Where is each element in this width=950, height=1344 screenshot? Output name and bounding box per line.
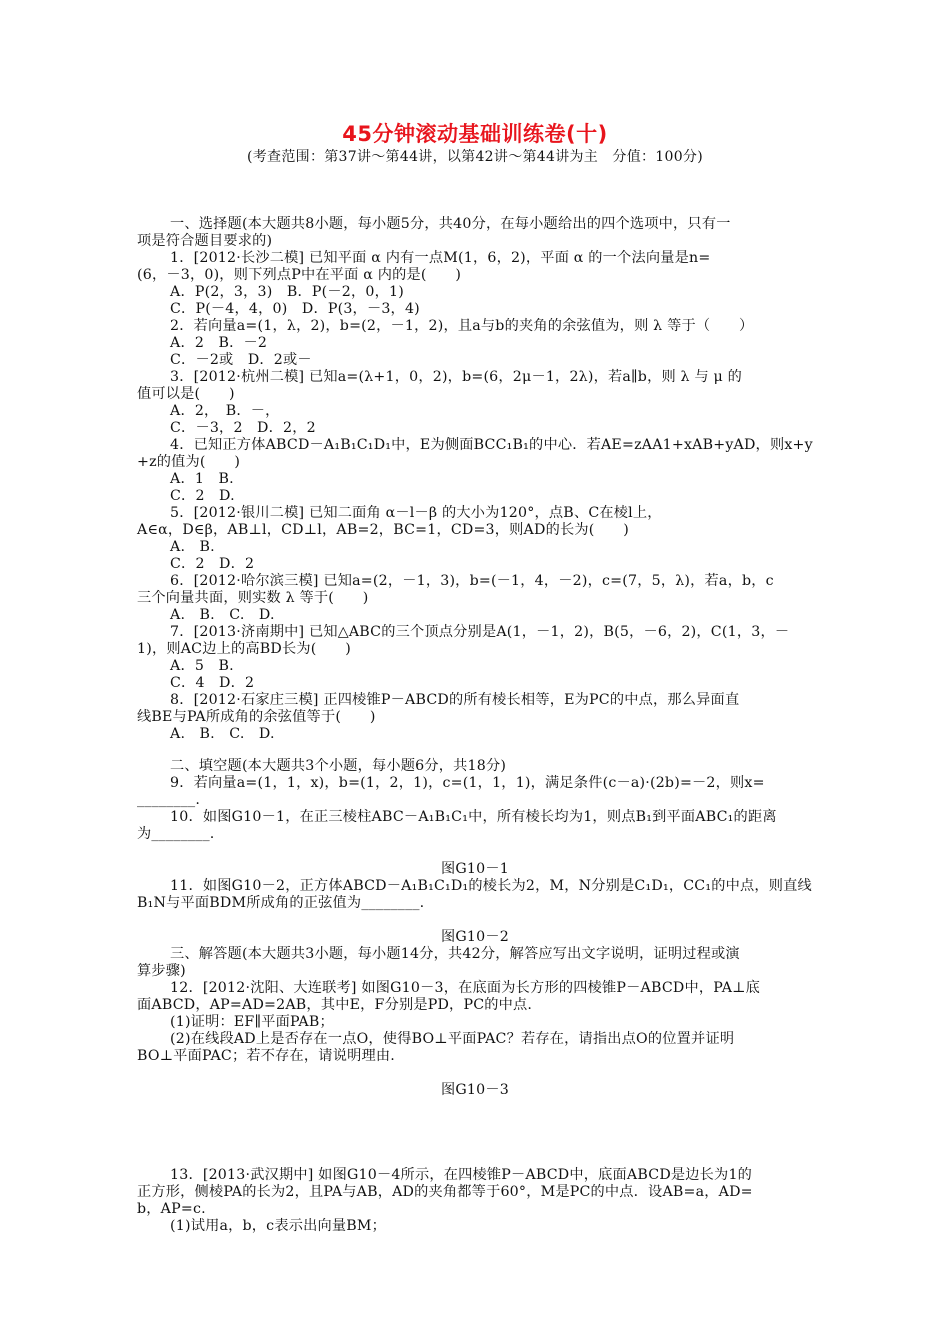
figure-caption: 图G10－2 <box>441 929 509 945</box>
page-subtitle: (考查范围：第37讲～第44讲，以第42讲～第44讲为主 分值：100分) <box>246 149 703 165</box>
question-text: 7．[2013·济南期中] 已知△ABC的三个顶点分别是A(1，－1，2)，B(5，－6，2)，C(1，3，－ <box>170 624 790 640</box>
text-line: 1)，则AC边上的高BD长为( ) <box>137 641 352 657</box>
question-text: 12．[2012·沈阳、大连联考] 如图G10－3，在底面为长方形的四棱锥P－ABCD中，PA⊥底 <box>170 980 761 996</box>
question-text: 9．若向量a=(1，1，x)，b=(1，2，1)，c=(1，1，1)，满足条件(c－a)·(2b)=－2，则x= <box>170 775 765 791</box>
question-text: 8．[2012·石家庄三模] 正四棱锥P－ABCD的所有棱长相等，E为PC的中点，那么异面直 <box>170 692 740 708</box>
question-text: 3．[2012·杭州二模] 已知a=(λ+1，0，2)，b=(6，2μ－1，2λ)，若a∥b，则 λ 与 μ 的 <box>170 369 743 385</box>
option-line: C．2 D. <box>170 488 235 504</box>
option-line: C．P(－4，4，0) D．P(3，－3，4) <box>170 301 420 317</box>
option-line: A. B. <box>170 539 215 555</box>
text-line: BO⊥平面PAC；若不存在，请说明理由. <box>137 1048 395 1064</box>
text-line: 项是符合题目要求的) <box>137 233 273 249</box>
option-line: C．－3，2 D．2，2 <box>170 420 316 436</box>
question-text: 1．[2012·长沙二模] 已知平面 α 内有一点M(1，6，2)，平面 α 的一个法向量是n= <box>170 250 711 266</box>
text-line: (6，－3，0)，则下列点P中在平面 α 内的是( ) <box>137 267 462 283</box>
question-text: 11．如图G10－2，正方体ABCD－A₁B₁C₁D₁的棱长为2，M，N分别是C₁D₁，CC₁的中点，则直线 <box>170 878 812 894</box>
question-text: 13．[2013·武汉期中] 如图G10－4所示，在四棱锥P－ABCD中，底面ABCD是边长为1的 <box>170 1167 753 1183</box>
question-text: 2．若向量a=(1，λ，2)，b=(2，－1，2)，且a与b的夹角的余弦值为，则 λ 等于（ ） <box>170 318 754 334</box>
sub-question: (1)试用a，b，c表示出向量BM； <box>170 1218 387 1234</box>
text-line: 为________. <box>137 826 215 842</box>
text-line: 正方形，侧棱PA的长为2，且PA与AB，AD的夹角都等于60°，M是PC的中点．设AB=a，AD= <box>137 1184 753 1200</box>
question-text: 5．[2012·银川二模] 已知二面角 α－l－β 的大小为120°，点B、C在棱l上， <box>170 505 662 521</box>
section-heading: 三、解答题(本大题共3小题，每小题14分，共42分，解答应写出文字说明，证明过程或演 <box>170 946 740 962</box>
text-line: A∈α，D∈β，AB⊥l，CD⊥l，AB=2，BC=1，CD=3，则AD的长为( ) <box>137 522 629 538</box>
question-text: 6．[2012·哈尔滨三模] 已知a=(2，－1，3)，b=(－1，4，－2)，c=(7，5，λ)，若a，b，c <box>170 573 774 589</box>
option-line: C．2 D．2 <box>170 556 255 572</box>
section-heading: 二、填空题(本大题共3个小题，每小题6分，共18分) <box>170 758 507 774</box>
section-heading: 一、选择题(本大题共8小题，每小题5分，共40分，在每小题给出的四个选项中，只有一 <box>170 216 731 232</box>
text-line: 三个向量共面，则实数 λ 等于( ) <box>137 590 369 606</box>
question-text: 10．如图G10－1，在正三棱柱ABC－A₁B₁C₁中，所有棱长均为1，则点B₁到平面ABC₁的距离 <box>170 809 777 825</box>
option-line: A．1 B. <box>170 471 234 487</box>
option-line: A．2 B．－2 <box>170 335 268 351</box>
sub-question: (1)证明：EF∥平面PAB； <box>170 1014 334 1030</box>
text-line: 值可以是( ) <box>137 386 235 402</box>
text-line: b，AP=c. <box>137 1201 206 1217</box>
page-title: 45分钟滚动基础训练卷(十) <box>342 122 608 146</box>
text-line: 线BE与PA所成角的余弦值等于( ) <box>137 709 376 725</box>
figure-caption: 图G10－3 <box>441 1082 509 1098</box>
text-line: 面ABCD，AP=AD=2AB，其中E，F分别是PD，PC的中点. <box>137 997 533 1013</box>
text-line: +z的值为( ) <box>137 454 241 470</box>
answer-blank: ________. <box>137 792 201 808</box>
option-line: C．－2或 D．2或－ <box>170 352 312 368</box>
option-line: A. B. C. D. <box>170 607 275 623</box>
text-line: B₁N与平面BDM所成角的正弦值为________. <box>137 895 425 911</box>
option-line: A．5 B. <box>170 658 234 674</box>
option-line: A. B. C. D. <box>170 726 275 742</box>
option-line: A．2， B．－， <box>170 403 280 419</box>
option-line: C．4 D．2 <box>170 675 255 691</box>
option-line: A．P(2，3，3) B．P(－2，0，1) <box>170 284 404 300</box>
text-line: 算步骤) <box>137 963 186 979</box>
question-text: 4．已知正方体ABCD－A₁B₁C₁D₁中，E为侧面BCC₁B₁的中心．若AE=zAA1+xAB+yAD，则x+y <box>170 437 813 453</box>
sub-question: (2)在线段AD上是否存在一点O，使得BO⊥平面PAC？若存在，请指出点O的位置并证明 <box>170 1031 735 1047</box>
figure-caption: 图G10－1 <box>441 861 509 877</box>
